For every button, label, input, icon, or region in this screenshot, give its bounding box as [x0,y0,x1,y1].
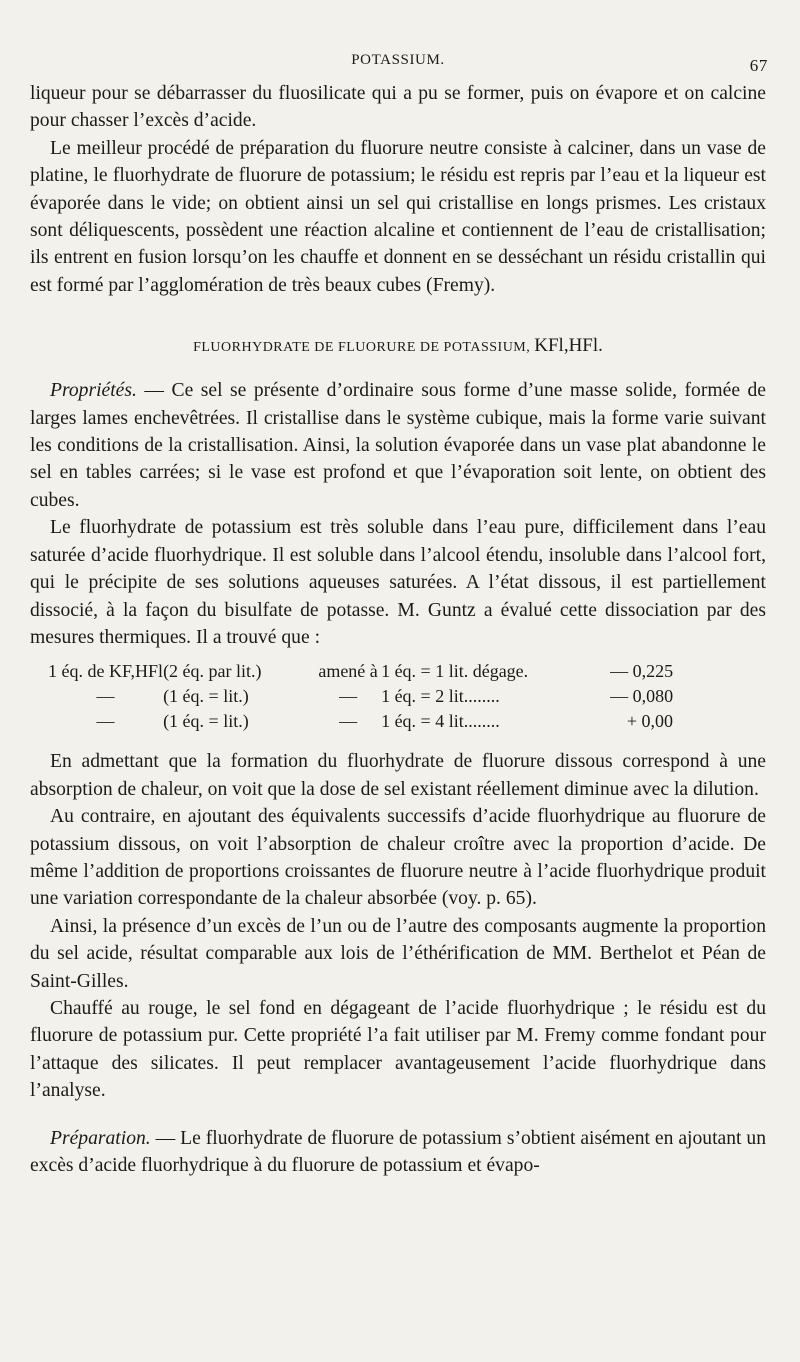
properties-lead: Propriétés. [50,380,137,402]
paragraph-neutral-fluoride-preparation: Le meilleur procédé de préparation du fluorure neutre consiste à calciner, dans un vase de platine, le fluorhydrate de fluorure de potassium; le résidu est repris par l’eau et la liqueur est évaporée dans le vide; on obtient ainsi un sel qui cristallise en longs prismes. Les cristaux sont déliquescents, possèdent une réaction alcaline et contiennent de l’eau de cristallisation; ils entrent en fusion lorsqu’on les chauffe et donnent en se desséchant un résidu cristallin qui est formé par l’agglomération de très beaux cubes (Fremy). [30,137,766,296]
table-cell: 1 éq. = 2 lit........ [381,686,500,707]
table-cell: (2 éq. par lit.) [163,661,262,682]
table-cell: — [339,711,358,732]
table-cell: (1 éq. = lit.) [163,711,249,732]
table-cell: + 0,00 [626,711,674,732]
table-row [48,684,673,709]
preparation-text: Le fluorhydrate de fluorure de potassium s’obtient aisément en ajoutant un excès d’acide fluorhydrique à du fluorure de potassium et évapo- [30,1127,766,1176]
table-cell: 1 éq. = 1 lit. dégage. [381,661,529,682]
preparation-dash: — [150,1127,181,1149]
section-formula: KFl,HFl. [534,335,603,357]
paragraph-preparation [30,1125,766,1180]
section-heading [30,335,766,357]
table-cell: — 0,225 [610,661,674,682]
table-row [48,709,673,734]
table-cell: amené à [318,661,378,682]
paragraph-properties [30,377,766,514]
properties-text: Ce sel se présente d’ordinaire sous forme d’une masse solide, formée de larges lames enchevêtrées. Il cristallise dans le système cubique, mais la forme varie suivant les conditions de la cristallisation. Ainsi, la solution évaporée dans un vase plat abandonne le sel en tables carrées; si le vase est profond et que l’évaporation soit lente, on obtient des cubes. [30,380,767,511]
table-row [48,659,673,684]
paragraph-solubility: Le fluorhydrate de potassium est très soluble dans l’eau pure, difficilement dans l’eau saturée d’acide fluorhydrique. Il est soluble dans l’alcool étendu, insoluble dans l’alcool fort, qui le précipite de ses solutions aqueuses saturées. A l’état dissous, il est partiellement dissocié, à la façon du bisulfate de potasse. M. Guntz a évalué cette dissociation par des mesures thermiques. Il a trouvé que : [30,517,766,648]
running-head [30,46,766,80]
table-cell: (1 éq. = lit.) [163,686,249,707]
table-cell: 1 éq. de KF,HFl [48,661,164,682]
running-title: POTASSIUM. [351,52,445,68]
section-heading-text: FLUORHYDRATE DE FLUORURE DE POTASSIUM, [193,340,531,356]
table-cell: — [96,711,115,732]
table-cell: — 0,080 [610,686,674,707]
table-cell: 1 éq. = 4 lit........ [381,711,500,732]
properties-dash: — [136,380,172,402]
paragraph-etherification: Ainsi, la présence d’un excès de l’un ou de l’autre des composants augmente la proportion du sel acide, résultat comparable aux lois de l’éthérification de MM. Berthelot et Péan de Saint-Gilles. [30,915,766,992]
paragraph-dilution: En admettant que la formation du fluorhydrate de fluorure dissous correspond à une absorption de chaleur, on voit que la dose de sel existant réellement diminue avec la dilution. [30,751,766,800]
paragraph-acid-addition: Au contraire, en ajoutant des équivalents successifs d’acide fluorhydrique au fluorure de potassium dissous, on voit l’absorption de chaleur croître avec la proportion d’acide. De même l’addition de proportions croissantes de fluorure neutre à l’acide fluorhydrique produit une variation correspondante de la chaleur absorbée (voy. p. 65). [30,806,766,910]
table-cell: — [339,686,358,707]
dissociation-table [48,659,673,734]
preparation-lead: Préparation. [50,1127,151,1149]
paragraph-continued: liqueur pour se débarrasser du fluosilicate qui a pu se former, puis on évapore et on calcine pour chasser l’excès d’acide. [30,83,766,132]
table-cell: — [96,686,115,707]
page-number: 67 [749,56,768,75]
paragraph-heating: Chauffé au rouge, le sel fond en dégageant de l’acide fluorhydrique ; le résidu est du fluorure de potassium pur. Cette propriété l’a fait utiliser par M. Fremy comme fondant pour l’attaque des silicates. Il peut remplacer avantageusement l’acide fluorhydrique dans l’analyse. [30,997,766,1102]
